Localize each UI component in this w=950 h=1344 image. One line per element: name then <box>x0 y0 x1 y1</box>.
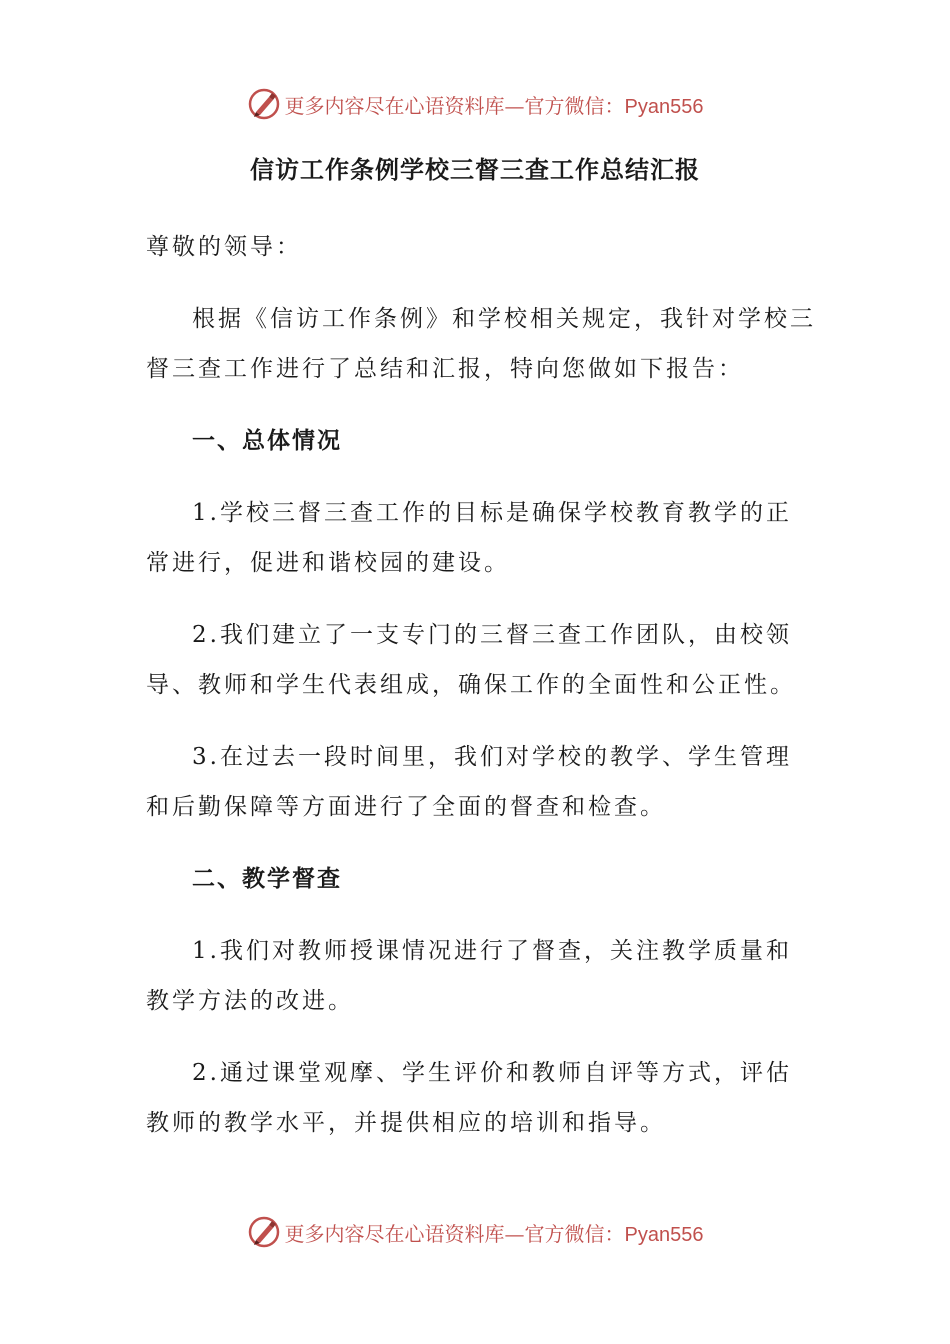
document-title: 信访工作条例学校三督三查工作总结汇报 <box>250 155 700 184</box>
banner-wechat-id: Pyan556 <box>624 95 704 118</box>
salutation: 尊敬的领导： <box>146 234 302 260</box>
paragraph: 3.在过去一段时间里，我们对学校的教学、学生管理和后勤保障等方面进行了全面的督查和检查。 <box>146 744 792 820</box>
pen-circle-logo-icon <box>247 87 281 121</box>
footer-banner <box>0 1212 950 1252</box>
document-body <box>146 222 816 1170</box>
paragraph: 1.我们对教师授课情况进行了督查，关注教学质量和教学方法的改进。 <box>146 938 792 1014</box>
pen-circle-logo-icon <box>247 1215 281 1249</box>
section-heading: 二、教学督查 <box>192 865 342 892</box>
header-banner <box>0 84 950 124</box>
paragraph: 根据《信访工作条例》和学校相关规定，我针对学校三督三查工作进行了总结和汇报，特向您做如下报告： <box>146 306 816 382</box>
paragraph: 1.学校三督三查工作的目标是确保学校教育教学的正常进行，促进和谐校园的建设。 <box>146 500 792 576</box>
banner-text: 更多内容尽在心语资料库—官方微信：Pyan556 <box>284 1221 704 1246</box>
paragraph: 2.通过课堂观摩、学生评价和教师自评等方式，评估教师的教学水平，并提供相应的培训和指导。 <box>146 1060 792 1136</box>
banner-wechat-id: Pyan556 <box>624 1223 704 1246</box>
section-heading: 一、总体情况 <box>192 427 342 454</box>
banner-text: 更多内容尽在心语资料库—官方微信：Pyan556 <box>284 93 704 118</box>
paragraph: 2.我们建立了一支专门的三督三查工作团队，由校领导、教师和学生代表组成，确保工作的全面性和公正性。 <box>146 622 796 698</box>
